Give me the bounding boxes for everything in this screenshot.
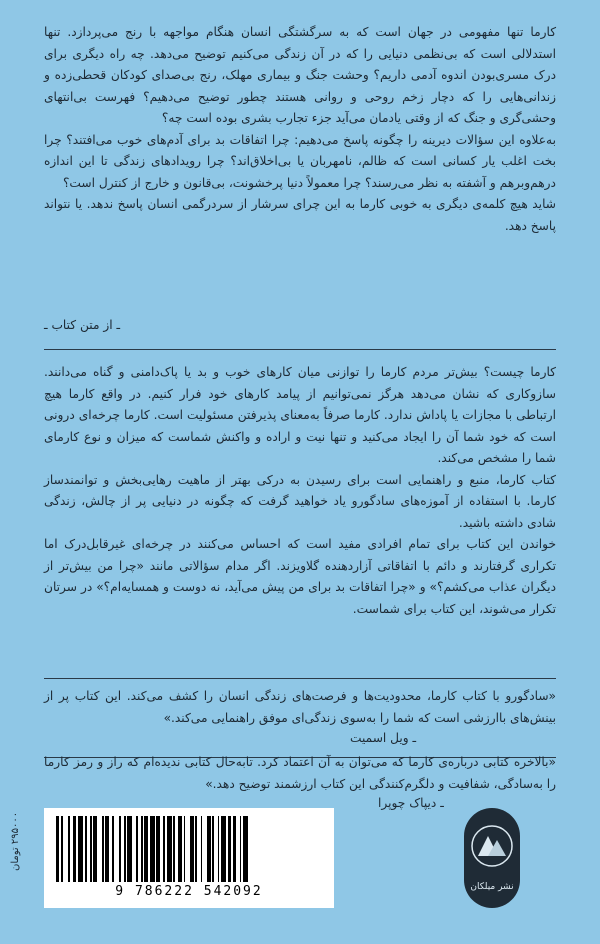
barcode-bar bbox=[163, 816, 165, 882]
excerpt-attribution: ـ از متن کتاب ـ bbox=[44, 318, 121, 332]
barcode-bar bbox=[93, 816, 96, 882]
blurb-author: ـ دیپاک چوپرا bbox=[378, 796, 444, 810]
barcode-bar bbox=[218, 816, 220, 882]
barcode-bar bbox=[141, 816, 143, 882]
barcode-bar bbox=[127, 816, 132, 882]
barcode-bar bbox=[233, 816, 236, 882]
about-book bbox=[44, 362, 556, 620]
blurb-deepak-chopra bbox=[44, 752, 556, 795]
barcode-bar bbox=[212, 816, 214, 882]
price-label: ۲۹۵۰۰۰ تومان bbox=[10, 812, 21, 872]
barcode-bar bbox=[228, 816, 231, 882]
isbn-barcode bbox=[44, 808, 334, 908]
barcode-bar bbox=[56, 816, 59, 882]
barcode-bar bbox=[221, 816, 226, 882]
barcode-bar bbox=[167, 816, 172, 882]
blurb-quote: «بالاخره کتابی درباره‌ی کارما که می‌توان به آن اعتماد کرد. تابه‌حال کتابی ندیده‌ام که راز و رمز کارما را به‌سادگی، شفافیت و دلگرم‌کنندگی این کتاب ارزشمند توضیح دهد.» bbox=[44, 755, 556, 791]
barcode-bar bbox=[112, 816, 114, 882]
barcode-bar bbox=[150, 816, 155, 882]
barcode-bar bbox=[78, 816, 83, 882]
barcode-bar bbox=[68, 816, 70, 882]
blurb-author: ـ ویل اسمیت bbox=[350, 731, 417, 745]
about-paragraph: خواندن این کتاب برای تمام افرادی مفید است که احساس می‌کنند در چرخه‌ای غیرقابل‌درک اما تکراری گرفتارند و دائم با اتفاقاتی آزاردهنده گلاویزند. اگر مدام سؤالاتی مانند «چرا من بیش‌تر از دیگران عذاب می‌کشم؟» و «چرا اتفاقات بد برای من پیش می‌آید، نه دوست و همسایه‌ام؟» در سرتان تکرار می‌شوند، این کتاب برای شماست. bbox=[44, 537, 556, 616]
publisher-name: نشر میلکان bbox=[470, 882, 514, 892]
barcode-bar bbox=[173, 816, 175, 882]
barcode-bar bbox=[90, 816, 92, 882]
barcode-bar bbox=[73, 816, 76, 882]
barcode-bar bbox=[178, 816, 181, 882]
intro-paragraph: کارما تنها مفهومی در جهان است که به سرگشتگی انسان هنگام مواجهه با رنج می‌پردازد. تنها استدلالی است که بی‌نظمی دنیایی را که در آن زندگی می‌کنیم توضیح می‌دهد. چه راه دیگری برای درک مسری‌بودن اندوه آدمی داریم؟ وحشت جنگ و بیماری مهلک، رنج بی‌صدای کودکان قحطی‌زده و زندانی‌هایی را که دچار زخم روحی و روانی هستند چطور توضیح می‌دهیم؟ فهرست بی‌انتهای وحشی‌گری و جنگ که از وقتی یادمان می‌آید جزء تجارب بشری بوده است چه؟ bbox=[44, 25, 556, 125]
barcode-bar bbox=[61, 816, 63, 882]
barcode-bar bbox=[201, 816, 203, 882]
barcode-bar bbox=[156, 816, 159, 882]
about-paragraph: کارما چیست؟ بیش‌تر مردم کارما را توازنی میان کارهای خوب و بد یا پاک‌دامنی و گناه می‌دانند. سازوکاری که نشان می‌دهد هرگز نمی‌توانیم از پیامد کارهای خود فرار کنیم. در واقع کارما هیچ ارتباطی با مجازات یا پاداش ندارد. کارما صرفاً به‌معنای پذیرفتن مسئولیت است. کارما چرخه‌ای درونی است که خود شما آن را ایجاد می‌کنید و تنها نیت و اراده و واکنش شماست که میزان و نوع کارمای شما را مشخص می‌کند. bbox=[44, 365, 556, 465]
intro-paragraph: به‌علاوه این سؤالات دیرینه را چگونه پاسخ می‌دهیم: چرا اتفاقات بد برای آدم‌های خوب می‌افتند؟ چرا بخت اغلب یار کسانی است که ظالم، نامهربان یا بی‌اخلاق‌اند؟ چرا رویدادهای زندگی تا این اندازه درهم‌وبرهم و آشفته به نظر می‌رسند؟ چرا معمولاً دنیا پرخشونت، بی‌قانون و خارج از کنترل است؟ bbox=[44, 132, 556, 190]
barcode-bar bbox=[124, 816, 126, 882]
barcode-bar bbox=[144, 816, 147, 882]
barcode-bar bbox=[190, 816, 193, 882]
blurb-quote: «سادگورو با کتاب کارما، محدودیت‌ها و فرصت‌های زندگی انسان را کشف می‌کند. این کتاب پر از بینش‌های باارزشی است که شما را به‌سوی زندگی‌ای موفق راهنمایی می‌کند.» bbox=[44, 689, 556, 725]
divider bbox=[44, 349, 556, 350]
intro-paragraph: شاید هیچ کلمه‌ی دیگری به خوبی کارما به این چرای سرشار از سردرگمی انسان پاسخ ندهد. یا نتواند پاسخ دهد. bbox=[44, 197, 556, 233]
barcode-bar bbox=[102, 816, 104, 882]
intro-excerpt bbox=[44, 22, 556, 237]
isbn-number: 9 786222 542092 bbox=[115, 884, 263, 899]
barcode-bars bbox=[56, 816, 324, 882]
blurb-will-smith bbox=[44, 686, 556, 729]
barcode-bar bbox=[195, 816, 197, 882]
barcode-bar bbox=[105, 816, 108, 882]
barcode-bar bbox=[184, 816, 186, 882]
barcode-bar bbox=[85, 816, 87, 882]
publisher-logo bbox=[464, 808, 520, 908]
barcode-bar bbox=[240, 816, 242, 882]
about-paragraph: کتاب کارما، منبع و راهنمایی است برای رسیدن به درکی بهتر از ماهیت رهایی‌بخش و توانمندساز کارما. با استفاده از آموزه‌های سادگورو یاد خواهید گرفت که چگونه در دنیایی پر از چالش، زندگی شادی داشته باشید. bbox=[44, 472, 556, 530]
barcode-bar bbox=[207, 816, 210, 882]
divider bbox=[44, 678, 556, 679]
barcode-bar bbox=[119, 816, 121, 882]
barcode-bar bbox=[243, 816, 248, 882]
mountains-icon bbox=[470, 820, 514, 872]
barcode-bar bbox=[136, 816, 138, 882]
